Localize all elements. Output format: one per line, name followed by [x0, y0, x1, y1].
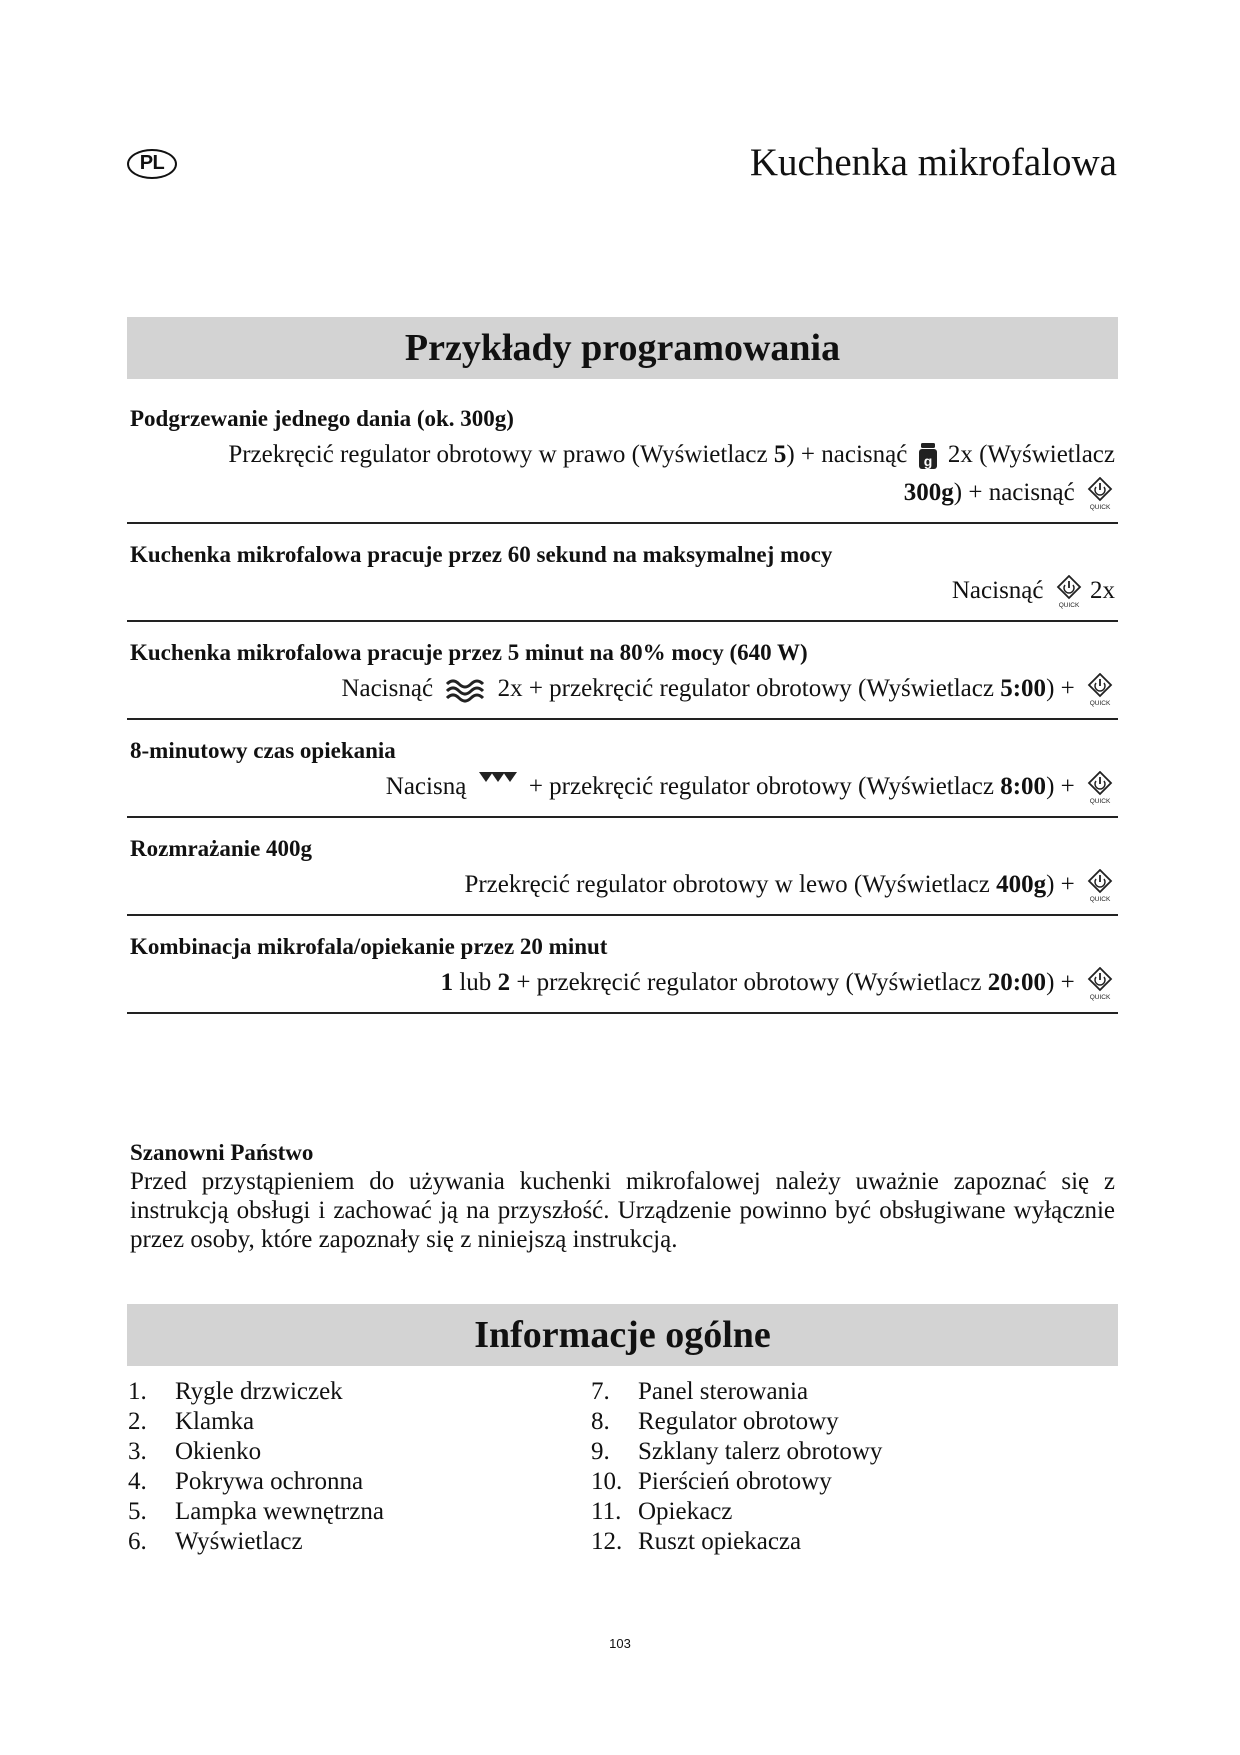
item-number: 9. — [591, 1438, 610, 1465]
item-number: 2. — [128, 1408, 147, 1435]
weight-icon-label: g — [923, 453, 932, 470]
item-number: 10. — [591, 1468, 623, 1495]
list-item — [591, 1467, 882, 1497]
list-item — [128, 1437, 384, 1467]
instr-text: Nacisnąć — [341, 675, 434, 702]
example-title: Podgrzewanie jednego dania (ok. 300g) — [130, 406, 514, 431]
example-instruction — [130, 670, 1115, 708]
list-item — [591, 1497, 882, 1527]
quick-start-icon — [1085, 673, 1115, 707]
example-combination — [127, 916, 1118, 1014]
instr-text: lub — [453, 969, 498, 996]
instr-text: ) + nacisnąć — [953, 479, 1075, 506]
list-item — [128, 1467, 384, 1497]
language-badge: PL — [127, 149, 177, 179]
display-value: 20:00 — [987, 969, 1047, 996]
example-title: Kombinacja mikrofala/opiekanie przez 20 minut — [130, 934, 608, 959]
item-number: 3. — [128, 1438, 147, 1465]
example-instruction — [130, 572, 1115, 610]
intro-title: Szanowni Państwo — [130, 1140, 314, 1165]
item-label: Regulator obrotowy — [638, 1408, 839, 1435]
item-number: 4. — [128, 1468, 147, 1495]
instr-text: + przekręcić regulator obrotowy (Wyświetlacz — [510, 969, 988, 996]
item-label: Okienko — [175, 1438, 262, 1465]
list-item — [591, 1407, 882, 1437]
item-label: Pokrywa ochronna — [175, 1468, 364, 1495]
instr-text: Przekręcić regulator obrotowy w prawo (Wyświetlacz — [228, 441, 774, 468]
item-number: 8. — [591, 1408, 610, 1435]
example-title: 8-minutowy czas opiekania — [130, 738, 396, 763]
item-label: Szklany talerz obrotowy — [638, 1438, 883, 1465]
example-grill — [127, 720, 1118, 818]
quick-icon-label: QUICK — [1058, 602, 1080, 610]
instr-text: ) + — [1046, 969, 1075, 996]
quick-start-icon — [1054, 575, 1084, 609]
intro-text: Przed przystąpieniem do używania kuchenki mikrofalowej należy uważnie zapoznać się z instrukcją obsługi i zachować ją na przyszłość. Urządzenie powinno być obsługiwane wyłącznie przez osoby, które zapoznały się z niniejszą instrukcją. — [130, 1168, 1115, 1253]
quick-start-icon — [1085, 771, 1115, 805]
instr-text: ) + — [1046, 675, 1075, 702]
item-label: Panel sterowania — [638, 1378, 809, 1405]
item-number: 11. — [591, 1498, 622, 1525]
instr-text: + przekręcić regulator obrotowy (Wyświetlacz — [528, 773, 1001, 800]
weight-icon — [918, 441, 938, 471]
list-item — [128, 1497, 384, 1527]
parts-list-left — [128, 1377, 384, 1557]
instr-text: ) + — [1046, 773, 1075, 800]
microwave-waves-icon — [445, 676, 485, 704]
list-item — [591, 1527, 882, 1557]
quick-icon-label: QUICK — [1089, 994, 1111, 1002]
button-number: 2 — [497, 969, 511, 996]
example-reheat — [127, 398, 1118, 524]
example-max-power — [127, 524, 1118, 622]
quick-icon-label: QUICK — [1089, 896, 1111, 904]
item-label: Klamka — [175, 1408, 255, 1435]
item-number: 6. — [128, 1528, 147, 1555]
quick-icon-label: QUICK — [1089, 798, 1111, 806]
example-instruction — [130, 866, 1115, 904]
example-80-percent — [127, 622, 1118, 720]
parts-list-right — [591, 1377, 882, 1557]
quick-icon-label: QUICK — [1089, 504, 1111, 512]
button-number: 1 — [440, 969, 454, 996]
instr-text: Nacisną — [385, 773, 467, 800]
list-item — [128, 1407, 384, 1437]
instr-text: 2x + przekręcić regulator obrotowy (Wyświetlacz — [497, 675, 1001, 702]
item-label: Pierścień obrotowy — [638, 1468, 832, 1495]
list-item — [591, 1377, 882, 1407]
item-label: Ruszt opiekacza — [638, 1528, 802, 1555]
display-value: 8:00 — [1000, 773, 1047, 800]
quick-icon-label: QUICK — [1089, 700, 1111, 708]
quick-start-icon — [1085, 967, 1115, 1001]
instr-text: 2x (Wyświetlacz — [947, 441, 1115, 468]
example-title: Rozmrażanie 400g — [130, 836, 313, 861]
grill-icon — [477, 768, 519, 788]
list-item — [128, 1377, 384, 1407]
example-title: Kuchenka mikrofalowa pracuje przez 5 minut na 80% mocy (640 W) — [130, 640, 808, 665]
display-value: 400g — [996, 871, 1047, 898]
list-item — [591, 1437, 882, 1467]
instr-text: ) + — [1046, 871, 1075, 898]
example-instruction — [130, 964, 1115, 1002]
item-label: Wyświetlacz — [175, 1528, 303, 1555]
instr-text: Nacisnąć — [951, 577, 1044, 604]
item-number: 5. — [128, 1498, 147, 1525]
intro-block — [130, 1138, 1115, 1254]
instr-text: 2x — [1090, 577, 1115, 604]
quick-start-icon — [1085, 869, 1115, 903]
page-title: Kuchenka mikrofalowa — [749, 141, 1117, 184]
page-number: 103 — [609, 1636, 631, 1651]
example-instruction — [130, 768, 1115, 806]
section-title-programming-examples: Przykłady programowania — [127, 317, 1118, 379]
example-title: Kuchenka mikrofalowa pracuje przez 60 sekund na maksymalnej mocy — [130, 542, 833, 567]
instr-text: ) + nacisnąć — [786, 441, 908, 468]
example-instruction — [130, 436, 1115, 512]
item-label: Opiekacz — [638, 1498, 733, 1525]
list-item — [128, 1527, 384, 1557]
quick-start-icon — [1085, 477, 1115, 511]
section-title-general-info: Informacje ogólne — [127, 1304, 1118, 1366]
item-label: Rygle drzwiczek — [175, 1378, 343, 1405]
item-label: Lampka wewnętrzna — [175, 1498, 384, 1525]
item-number: 1. — [128, 1378, 147, 1405]
instr-text: Przekręcić regulator obrotowy w lewo (Wyświetlacz — [464, 871, 997, 898]
example-defrost — [127, 818, 1118, 916]
display-value: 5 — [773, 441, 787, 468]
item-number: 7. — [591, 1378, 610, 1405]
display-value: 300g — [903, 479, 954, 506]
display-value: 5:00 — [1000, 675, 1047, 702]
examples-list — [127, 398, 1118, 1014]
item-number: 12. — [591, 1528, 623, 1555]
